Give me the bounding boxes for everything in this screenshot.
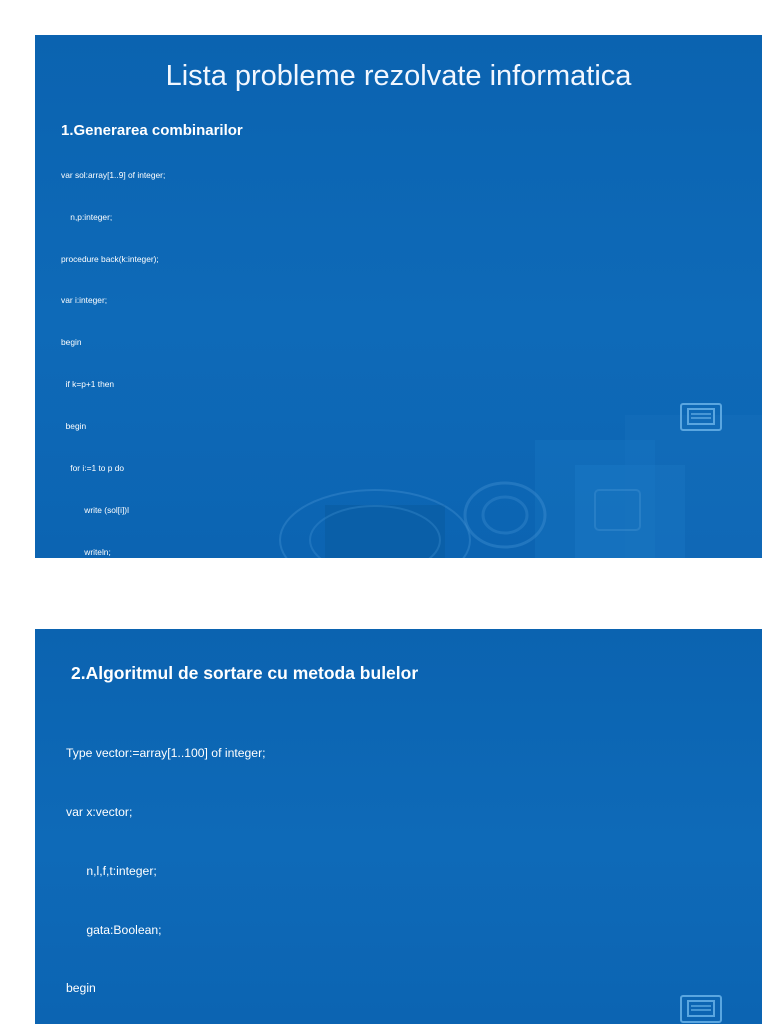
code-line: begin [61, 421, 87, 432]
section-heading: 1.Generarea combinarilor [61, 122, 243, 139]
code-line: var x:vector; [66, 804, 133, 819]
page-title: Lista probleme rezolvate informatica [165, 60, 632, 92]
code-block [61, 141, 168, 558]
code-line: begin [66, 981, 96, 996]
code-line: writeln; [61, 546, 111, 557]
code-line: if k=p+1 then [61, 379, 115, 390]
code-line: begin [61, 337, 82, 348]
code-block [66, 705, 266, 1024]
code-line: n,p:integer; [61, 211, 113, 222]
code-line: write (sol[i])l [61, 504, 129, 515]
monitor-icon [679, 403, 727, 433]
code-line: gata:Boolean; [66, 922, 162, 937]
code-line: Type vector:=array[1..100] of integer; [66, 746, 266, 761]
code-line: procedure back(k:integer); [61, 253, 159, 264]
code-line: var sol:array[1..9] of integer; [61, 169, 166, 180]
slide-1 [35, 35, 762, 558]
monitor-icon [679, 995, 727, 1024]
code-line: var i:integer; [61, 295, 108, 306]
slide-2 [35, 629, 762, 1024]
code-line: for i:=1 to p do [61, 462, 125, 473]
section-heading: 2.Algoritmul de sortare cu metoda bulelor [71, 663, 419, 683]
code-line: n,l,f,t:integer; [66, 863, 157, 878]
